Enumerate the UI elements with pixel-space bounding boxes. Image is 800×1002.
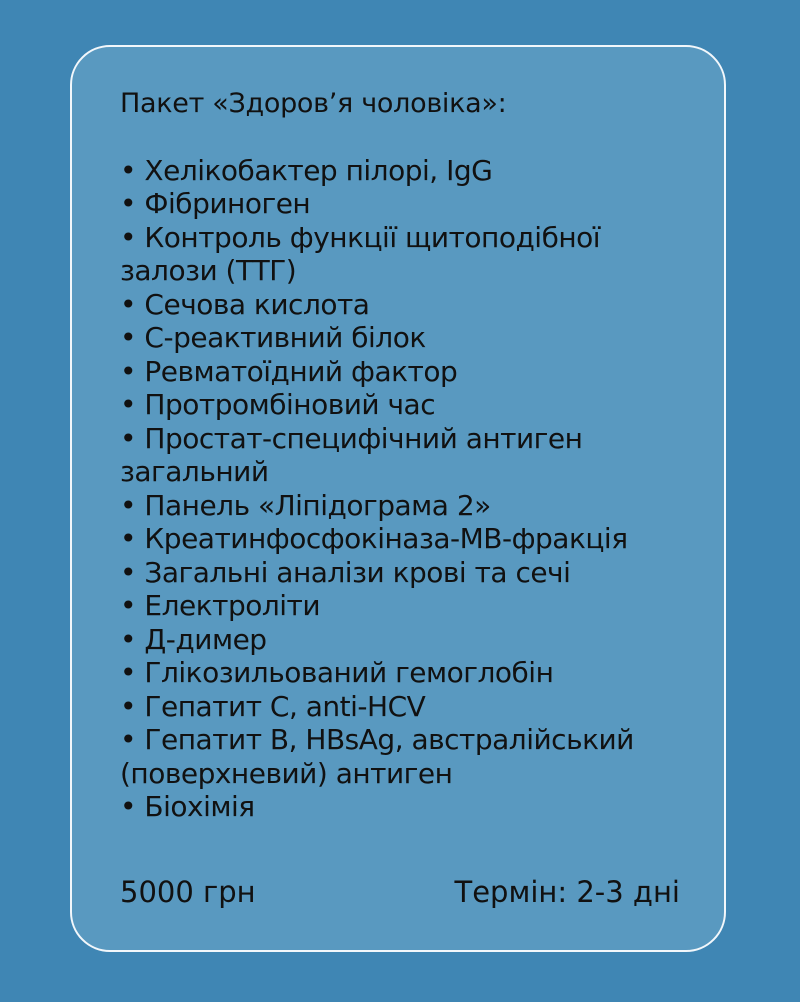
list-item (120, 522, 700, 556)
bullet: • (120, 287, 137, 321)
test-list (120, 154, 700, 824)
list-item-label: Хелікобактер пілорі, IgG (144, 153, 493, 187)
list-item-label: Креатинфосфокіназа-МВ-фракція (144, 522, 628, 555)
list-item (120, 556, 700, 590)
list-item-label: С-реактивний білок (144, 321, 426, 354)
bullet: • (120, 723, 137, 756)
bullet: • (120, 220, 137, 254)
list-item (120, 422, 700, 489)
list-item-label: Ревматоїдний фактор (144, 354, 458, 388)
list-item (120, 154, 700, 188)
list-item (120, 221, 700, 288)
list-item (120, 589, 700, 623)
list-item (120, 790, 700, 824)
list-item-label: Фібриноген (144, 187, 311, 220)
list-item-label: Панель «Ліпідограма 2» (144, 488, 491, 522)
bullet: • (120, 589, 137, 622)
bullet: • (120, 555, 137, 589)
list-item (120, 623, 700, 657)
price: 5000 грн (120, 875, 256, 909)
list-item (120, 321, 700, 355)
list-item-label: Сечова кислота (144, 287, 370, 321)
list-item (120, 388, 700, 422)
list-item-label: Електроліти (144, 589, 321, 622)
list-item (120, 288, 700, 322)
card-footer (120, 875, 680, 909)
bullet: • (120, 187, 137, 220)
list-item (120, 656, 700, 690)
bullet: • (120, 354, 137, 388)
bullet: • (120, 689, 137, 723)
bullet: • (120, 790, 137, 823)
list-item-label: Протромбіновий час (144, 388, 436, 421)
bullet: • (120, 153, 137, 187)
list-item (120, 489, 700, 523)
list-item-label: Контроль функції щитоподібної залози (ТТГ) (120, 220, 601, 287)
bullet: • (120, 421, 137, 455)
list-item-label: Д-димер (144, 622, 267, 656)
list-item-label: Глікозильований гемоглобін (144, 656, 554, 689)
list-item-label: Гепатит В, HBsAg, австралійський (поверхневий) антиген (120, 723, 634, 790)
card-content (120, 87, 700, 824)
list-item (120, 723, 700, 790)
package-title: Пакет «Здоров’я чоловіка»: (120, 88, 507, 119)
list-item (120, 690, 700, 724)
bullet: • (120, 622, 137, 656)
bullet: • (120, 656, 137, 689)
list-item-label: Гепатит С, anti-HCV (144, 689, 426, 723)
list-item-label: Простат-специфічний антиген загальний (120, 421, 583, 488)
list-item-label: Загальні аналізи крові та сечі (144, 555, 571, 589)
package-card (70, 45, 726, 952)
term: Термін: 2-3 дні (454, 875, 680, 909)
list-item (120, 355, 700, 389)
bullet: • (120, 522, 137, 555)
bullet: • (120, 488, 137, 522)
bullet: • (120, 321, 137, 354)
list-item (120, 187, 700, 221)
list-item-label: Біохімія (144, 790, 255, 823)
bullet: • (120, 388, 137, 421)
